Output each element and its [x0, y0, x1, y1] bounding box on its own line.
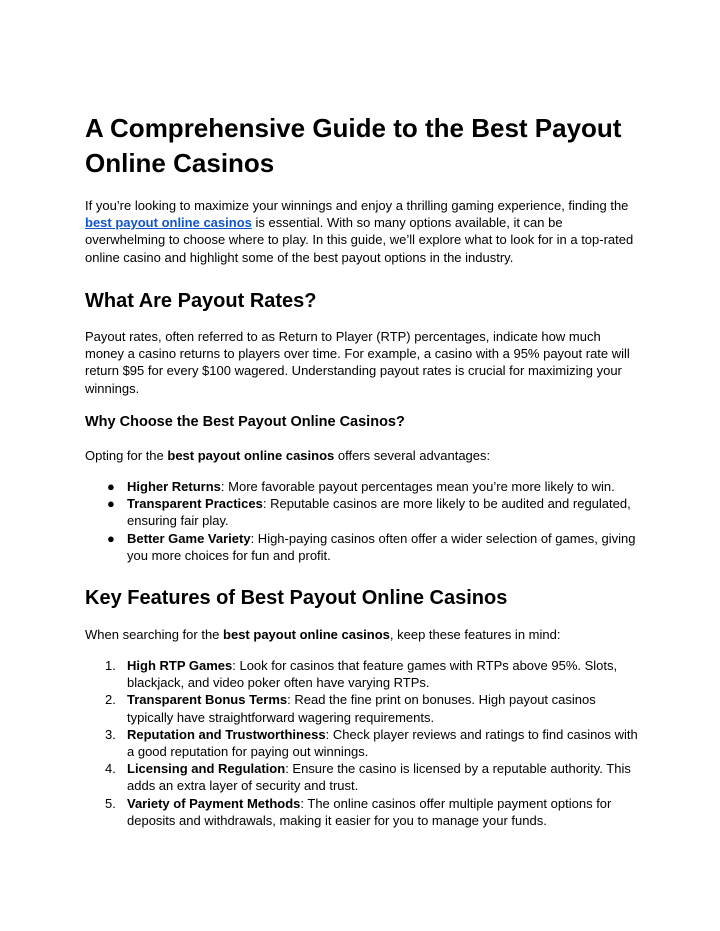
list-item — [85, 495, 640, 529]
lead-text-end: offers several advantages: — [334, 448, 491, 463]
list-item-title: Reputation and Trustworthiness — [127, 726, 326, 742]
list-number: 5. — [105, 795, 116, 811]
key-features-lead — [85, 626, 640, 643]
list-item-text: : High-paying casinos often offer a wider selection of games, giving you more choices for fun and profit. — [127, 530, 636, 563]
bullet-icon: ● — [107, 479, 115, 494]
bullet-icon: ● — [107, 496, 115, 512]
list-item-text: : Reputable casinos are more likely to be audited and regulated, ensuring fair play. — [127, 496, 631, 529]
lead-text-start: Opting for the — [85, 448, 168, 463]
list-item-title: Better Game Variety — [127, 530, 251, 546]
list-item-text: : Read the fine print on bonuses. High payout casinos typically have straightforward wagering requirements. — [127, 692, 596, 725]
section-heading-payout-rates: What Are Payout Rates? — [85, 290, 317, 312]
features-list — [85, 657, 640, 829]
payout-rates-text: Payout rates, often referred to as Return to Player (RTP) percentages, indicate how much money a casino returns to players over time. For example, a casino with a 95% payout rate will return $95 for every $100 wagered. Understanding payout rates is crucial for maximizing your winnings. — [85, 329, 630, 396]
intro-text-start: If you’re looking to maximize your winnings and enjoy a thrilling gaming experience, finding the — [85, 198, 629, 213]
section-heading-key-features: Key Features of Best Payout Online Casinos — [85, 587, 508, 609]
lead-text-start: When searching for the — [85, 627, 224, 642]
list-item — [85, 691, 640, 725]
list-item-text: : The online casinos offer multiple payment options for deposits and withdrawals, making it easier for you to manage your funds. — [127, 795, 612, 828]
list-item-text: : Look for casinos that feature games with RTPs above 95%. Slots, blackjack, and video poker often have varying RTPs. — [127, 658, 618, 691]
list-item-text: : Check player reviews and ratings to find casinos with a good reputation for paying out winnings. — [127, 726, 638, 760]
list-number: 4. — [105, 761, 116, 777]
list-item-title: Higher Returns — [127, 479, 221, 494]
section-heading-why-choose: Why Choose the Best Payout Online Casinos? — [85, 414, 405, 430]
intro-paragraph — [85, 197, 640, 266]
lead-text-end: , keep these features in mind: — [389, 627, 561, 642]
list-item-title: High RTP Games — [127, 658, 233, 673]
list-item — [85, 795, 640, 829]
list-item-text: : More favorable payout percentages mean you’re more likely to win. — [220, 479, 615, 494]
intro-text-end: is essential. With so many options available, it can be overwhelming to choose where to play. In this guide, we’ll explore what to look for in a top-rated online casino and highlight some of the best payout options in the industry. — [85, 215, 634, 265]
lead-bold-keyword: best payout online casinos — [223, 627, 390, 642]
list-item — [85, 530, 640, 564]
list-item-title: Variety of Payment Methods — [127, 795, 301, 811]
list-item — [85, 726, 640, 760]
page-title: A Comprehensive Guide to the Best Payout Online Casinos — [85, 113, 622, 178]
list-item-title: Transparent Bonus Terms — [127, 692, 288, 708]
list-item-text: : Ensure the casino is licensed by a reputable authority. This adds an extra layer of security and trust. — [127, 761, 631, 794]
list-item — [85, 478, 640, 495]
best-payout-casinos-link[interactable]: best payout online casinos — [85, 215, 252, 231]
list-number: 3. — [105, 726, 116, 742]
bullet-icon: ● — [107, 530, 115, 546]
list-item-title: Transparent Practices — [127, 496, 263, 512]
list-number: 2. — [105, 692, 116, 708]
list-item — [85, 760, 640, 794]
list-item-title: Licensing and Regulation — [127, 761, 286, 777]
advantages-list — [85, 478, 640, 564]
lead-bold-keyword: best payout online casinos — [167, 448, 335, 463]
why-choose-lead — [85, 447, 640, 464]
list-item — [85, 657, 640, 691]
list-number: 1. — [105, 658, 116, 673]
payout-rates-paragraph — [85, 328, 640, 397]
